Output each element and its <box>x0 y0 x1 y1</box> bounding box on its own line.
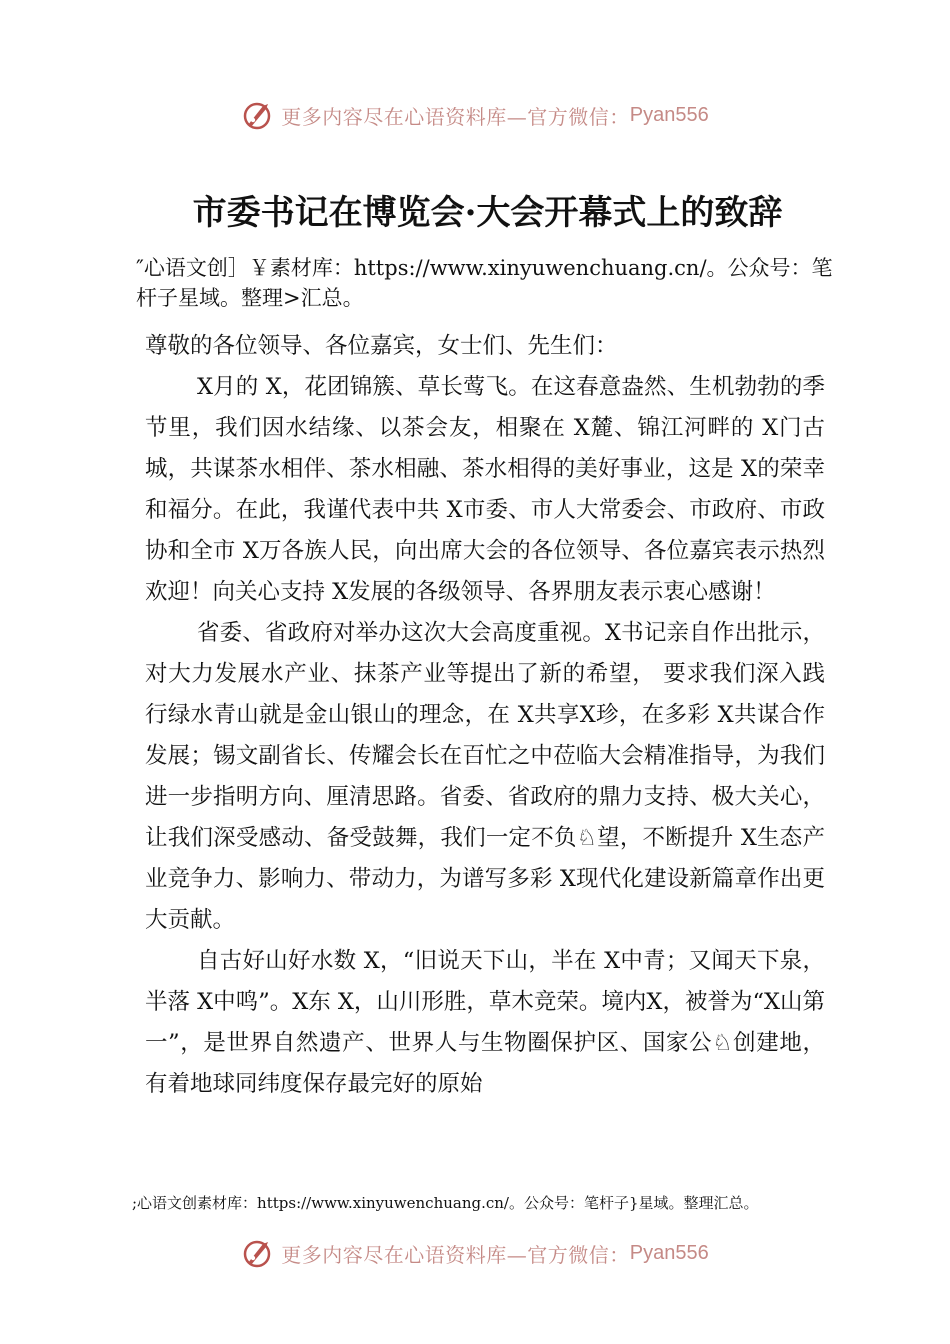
banner-text: 更多内容尽在心语资料库—官方微信： <box>281 104 630 129</box>
wechat-id: Pyan556 <box>629 103 709 126</box>
wechat-id: Pyan556 <box>629 1241 709 1264</box>
pen-nib-logo-icon <box>241 98 275 132</box>
footer-banner <box>0 1233 950 1273</box>
footer-note: ;心语文创素材库：https://www.xinyuwenchuang.cn/。公众号：笔杆子}星域。整理汇总。 <box>132 1194 759 1212</box>
source-line: ″心语文创］￥素材库：https://www.xinyuwenchuang.cn/。公众号：笔杆子星域。整理>汇总。 <box>136 256 833 310</box>
paragraph: 省委、省政府对举办这次大会高度重视。X书记亲自作出批示，对大力发展水产业、抹茶产业等提出了新的希望， 要求我们深入践行绿水青山就是金山银山的理念，在 X共享X珍，在多彩 X共谋合作发展；锡文副省长、传耀会长在百忙之中莅临大会精准指导，为我们进一步指明方向、厘清思路。省委、省政府的鼎力支持、极大关心，让我们深受感动、备受鼓舞，我们一定不负♘望，不断提升 X生态产业竞争力、影响力、带动力，为谱写多彩 X现代化建设新篇章作出更大贡献。 <box>145 620 825 933</box>
paragraph: X月的 X，花团锦簇、草长莺飞。在这春意盎然、生机勃勃的季节里，我们因水结缘、以茶会友，相聚在 X麓、锦江河畔的 X门古城，共谋茶水相伴、茶水相融、茶水相得的美好事业，这是 X的荣幸和福分。在此，我谨代表中共 X市委、市人大常委会、市政府、市政协和全市 X万各族人民，向出席大会的各位领导、各位嘉宾表示热烈欢迎！向关心支持 X发展的各级领导、各界朋友表示衷心感谢！ <box>145 374 825 605</box>
document-title: 市委书记在博览会·大会开幕式上的致辞 <box>192 193 783 233</box>
banner-text: 更多内容尽在心语资料库—官方微信： <box>281 1242 630 1267</box>
paragraph: 自古好山好水数 X，“旧说天下山，半在 X中青；又闻天下泉，半落 X中鸣”。X东 X，山川形胜，草木竞荣。境内X，被誉为“X山第一”，是世界自然遗产、世界人与生物圈保护区、国家公♘创建地，有着地球同纬度保存最完好的原始 <box>145 948 825 1097</box>
pen-nib-logo-icon <box>241 1236 275 1270</box>
document-body <box>145 326 825 1105</box>
salutation: 尊敬的各位领导、各位嘉宾，女士们、先生们： <box>145 333 618 359</box>
header-banner <box>0 95 950 135</box>
